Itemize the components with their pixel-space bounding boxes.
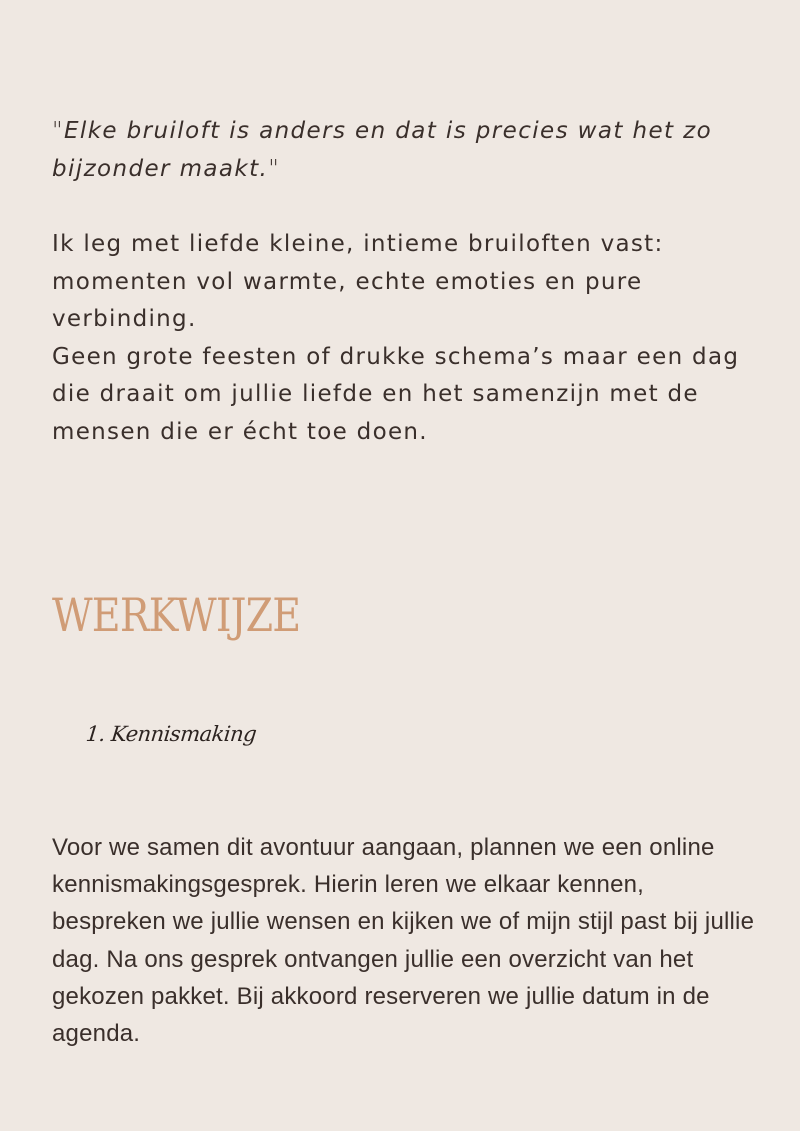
step-description: Voor we samen dit avontuur aangaan, plannen we een online kennismakingsgesprek. Hierin leren we elkaar kennen, bespreken we jullie wensen en kijken we of mijn stijl past bij jullie dag. Na ons gesprek ontvangen jullie een overzicht van het gekozen pakket. Bij akkoord reserveren we jullie datum in de agenda. [52, 834, 755, 1048]
intro-paragraph-2: Geen grote feesten of drukke schema’s maar een dag die draait om jullie liefde en het samenzijn met de mensen die er écht toe doen. [52, 343, 740, 445]
intro-paragraph-1: Ik leg met liefde kleine, intieme bruiloften vast: momenten vol warmte, echte emoties en pure verbinding. [52, 231, 664, 332]
step-label: 1. Kennismaking [84, 722, 258, 746]
intro-quote [52, 112, 752, 188]
quote-close-mark: " [268, 156, 281, 182]
intro-text [52, 226, 772, 451]
quote-open-mark: " [52, 118, 64, 144]
section-title: WERKWIJZE [52, 588, 301, 642]
quote-text: Elke bruiloft is anders en dat is precies wat het zo bijzonder maakt. [52, 118, 713, 182]
